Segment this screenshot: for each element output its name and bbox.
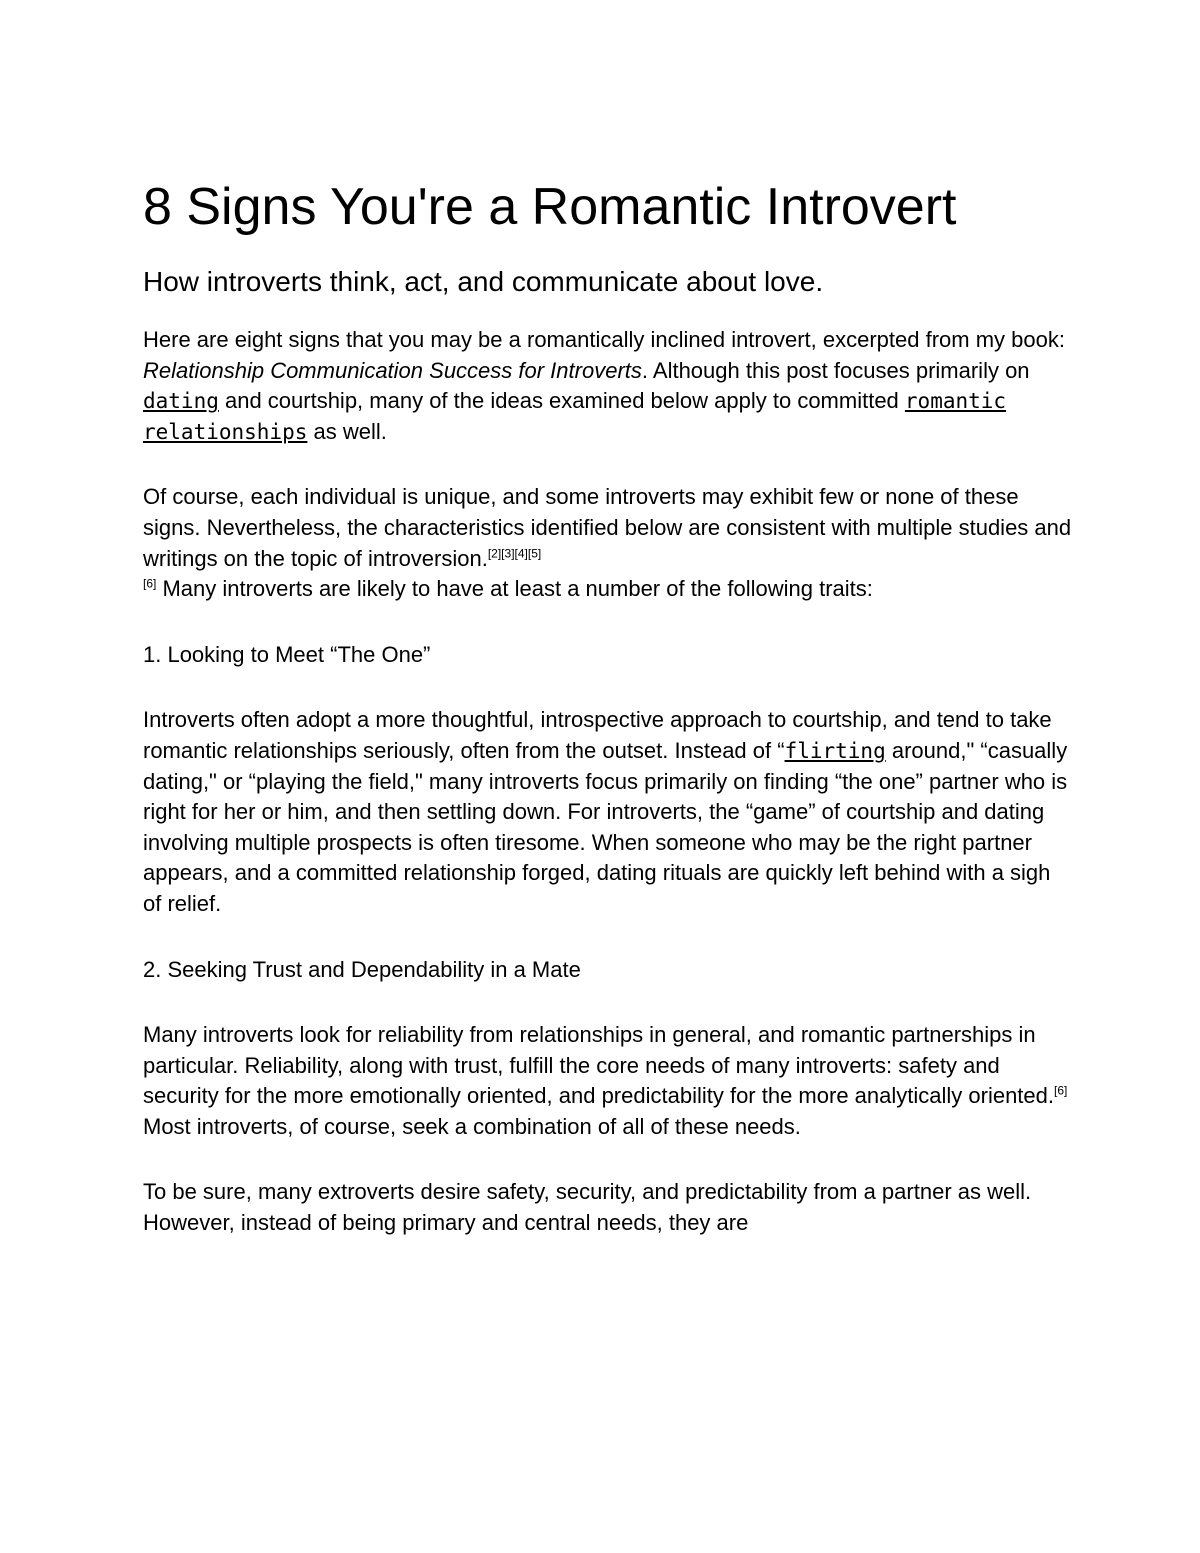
- book-title: Relationship Communication Success for Introverts: [143, 357, 642, 383]
- intro-text-2: . Although this post focuses primarily on: [641, 357, 1030, 383]
- section-1-text-1: Introverts often adopt a more thoughtful, introspective approach to courtship, and tend to take romantic relationships seriously, often from the outset. Instead of “: [143, 707, 1052, 763]
- article-title: 8 Signs You're a Romantic Introvert: [143, 178, 957, 236]
- section-2-heading: 2. Seeking Trust and Dependability in a Mate: [143, 956, 581, 982]
- section-2-paragraph: [143, 1020, 1073, 1142]
- section-2-text-1: Many introverts look for reliability from relationships in general, and romantic partnerships in particular. Reliability, along with trust, fulfill the core needs of many introverts: safety and security for the more emotionally oriented, and predictability for the more analytically oriented.: [143, 1022, 1055, 1109]
- section-2-paragraph-2: To be sure, many extroverts desire safety, security, and predictability from a partner as well. However, instead of being primary and central needs, they are: [143, 1179, 1032, 1236]
- intro-text-3: and courtship, many of the ideas examined below apply to committed: [218, 388, 905, 414]
- intro-text-1: Here are eight signs that you may be a romantically inclined introvert, excerpted from my book:: [143, 327, 1065, 352]
- section-1-text-2: around," “casually dating," or “playing the field," many introverts focus primarily on finding “the one” partner who is right for her or him, and then settling down. For introverts, the “game” of courtship and dating involving multiple prospects is often tiresome. When someone who may be the right partner appears, and a committed relationship forged, dating rituals are quickly left behind with a sigh of relief.: [143, 737, 1068, 916]
- citation-6-b[interactable]: [6]: [1054, 1083, 1068, 1098]
- intro-paragraph: [143, 325, 1073, 447]
- citation-2-5[interactable]: [2][3][4][5]: [487, 546, 542, 561]
- caveat-text-3: Many introverts are likely to have at least a number of the following traits:: [156, 576, 873, 602]
- section-1-heading: 1. Looking to Meet “The One”: [143, 641, 431, 667]
- section-1-paragraph: [143, 705, 1073, 919]
- flirting-link[interactable]: flirting: [784, 738, 886, 763]
- section-2-text-2: Most introverts, of course, seek a combination of all of these needs.: [143, 1113, 801, 1139]
- dating-link[interactable]: dating: [143, 389, 219, 414]
- citation-6[interactable]: [6]: [143, 576, 157, 591]
- romantic-relationships-link[interactable]: romantic relationships: [143, 389, 1007, 444]
- document-page: [143, 176, 1073, 1239]
- caveat-paragraph: [143, 482, 1073, 604]
- intro-text-4: as well.: [307, 418, 387, 444]
- article-subtitle: How introverts think, act, and communicate about love.: [143, 266, 824, 297]
- caveat-text-1: Of course, each individual is unique, and some introverts may exhibit few or none of these signs. Nevertheless, the characteristics identified below are consistent with multiple studies and writings on the topic of introversion.: [143, 484, 1072, 571]
